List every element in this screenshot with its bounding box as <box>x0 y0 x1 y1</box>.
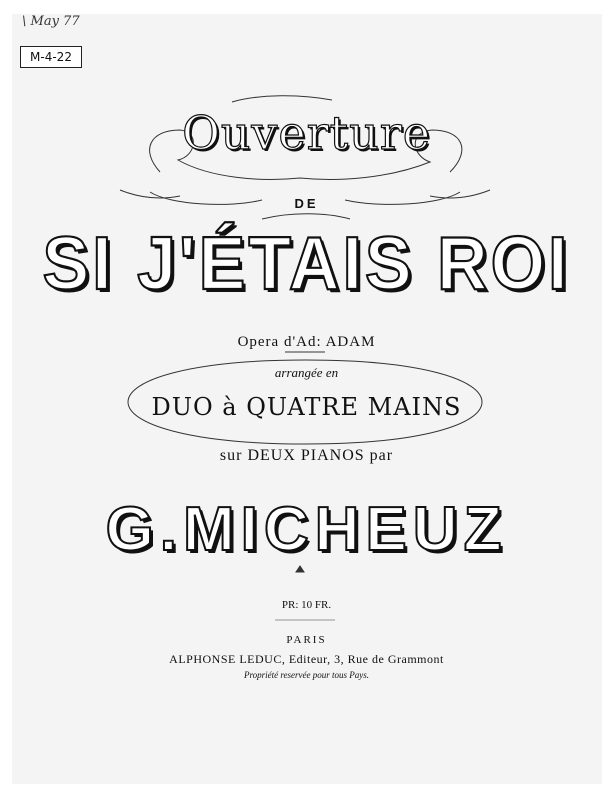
format-text: DUO à QUATRE MAINS <box>151 393 462 421</box>
composer-name: G.MICHEUZ <box>105 495 508 564</box>
handwritten-note: \ May 77 <box>22 14 80 29</box>
publisher-name: ALPHONSE LEDUC, Editeur, 3, Rue de Grammont <box>169 652 444 666</box>
price-text: PR: 10 FR. <box>281 599 332 611</box>
opera-credit: Opera d'Ad: ADAM <box>237 334 376 350</box>
instruments-text: sur DEUX PIANOS par <box>219 447 394 464</box>
title-ouverture: Ouverture <box>182 106 431 160</box>
shelfmark-label: M-4-22 <box>20 46 82 68</box>
title-main: SI J'ÉTAIS ROI <box>42 220 571 306</box>
publisher-city: PARIS <box>286 634 327 646</box>
arranged-text: arrangée en <box>274 365 339 380</box>
title-de: DE <box>294 196 319 211</box>
rights-notice: Propriété reservée pour tous Pays. <box>243 670 370 680</box>
